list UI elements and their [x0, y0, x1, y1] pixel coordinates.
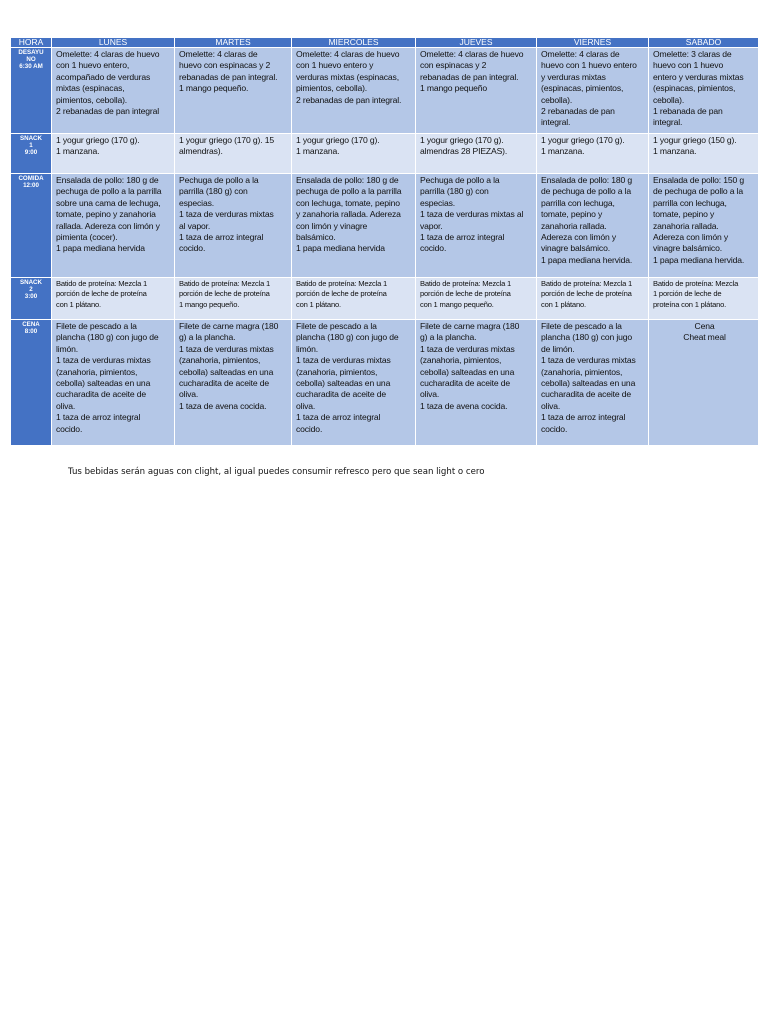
- time-label-snack-1: SNACK 1 9:00: [11, 134, 52, 174]
- header-jueves: JUEVES: [416, 38, 537, 48]
- meal-plan-sheet: [10, 37, 758, 446]
- meal-cell-snack2-miercoles: Batido de proteína: Mezcla 1 porción de leche de proteína con 1 plátano.: [292, 278, 416, 320]
- meal-cell-comida-sabado: Ensalada de pollo: 150 g de pechuga de pollo a la parrilla con lechuga, tomate, pepino y zanahoria rallada. Adereza con limón y vinagre balsámico. 1 papa mediana hervida.: [649, 174, 759, 278]
- time-label-comida: COMIDA 12:00: [11, 174, 52, 278]
- meal-cell-comida-martes: Pechuga de pollo a la parrilla (180 g) con especias. 1 taza de verduras mixtas al vapor. 1 taza de arroz integral cocido.: [175, 174, 292, 278]
- header-miercoles: MIERCOLES: [292, 38, 416, 48]
- time-label-cena: CENA 8:00: [11, 320, 52, 446]
- meal-cell-snack1-miercoles: 1 yogur griego (170 g). 1 manzana.: [292, 134, 416, 174]
- meal-cell-snack1-martes: 1 yogur griego (170 g). 15 almendras).: [175, 134, 292, 174]
- meal-cell-cena-martes: Filete de carne magra (180 g) a la plancha. 1 taza de verduras mixtas (zanahoria, pimientos, cebolla) salteadas en una cucharadita de aceite de oliva. 1 taza de avena cocida.: [175, 320, 292, 446]
- meal-cell-snack1-lunes: 1 yogur griego (170 g). 1 manzana.: [52, 134, 175, 174]
- meal-cell-desayuno-miercoles: Omelette: 4 claras de huevo con 1 huevo entero y verduras mixtas (espinacas, pimientos, cebolla). 2 rebanadas de pan integral.: [292, 48, 416, 134]
- meal-cell-desayuno-martes: Omelette: 4 claras de huevo con espinacas y 2 rebanadas de pan integral. 1 mango pequeño.: [175, 48, 292, 134]
- row-snack-2: [11, 278, 759, 320]
- time-label-desayuno: DESAYU NO 6:30 AM: [11, 48, 52, 134]
- meal-cell-desayuno-viernes: Omelette: 4 claras de huevo con 1 huevo entero y verduras mixtas (espinacas, pimientos, cebolla). 2 rebanadas de pan integral.: [537, 48, 649, 134]
- meal-cell-snack2-viernes: Batido de proteína: Mezcla 1 porción de leche de proteína con 1 plátano.: [537, 278, 649, 320]
- row-cena: [11, 320, 759, 446]
- meal-cell-cena-jueves: Filete de carne magra (180 g) a la plancha. 1 taza de verduras mixtas (zanahoria, pimientos, cebolla) salteadas en una cucharadita de aceite de oliva. 1 taza de avena cocida.: [416, 320, 537, 446]
- header-lunes: LUNES: [52, 38, 175, 48]
- meal-cell-comida-jueves: Pechuga de pollo a la parrilla (180 g) con especias. 1 taza de verduras mixtas al vapor. 1 taza de arroz integral cocido.: [416, 174, 537, 278]
- meal-cell-snack2-sabado: Batido de proteína: Mezcla 1 porción de leche de proteína con 1 plátano.: [649, 278, 759, 320]
- meal-cell-snack1-viernes: 1 yogur griego (170 g). 1 manzana.: [537, 134, 649, 174]
- row-desayuno: [11, 48, 759, 134]
- meal-cell-desayuno-jueves: Omelette: 4 claras de huevo con espinacas y 2 rebanadas de pan integral. 1 mango pequeño: [416, 48, 537, 134]
- header-martes: MARTES: [175, 38, 292, 48]
- meal-cell-cena-miercoles: Filete de pescado a la plancha (180 g) con jugo de limón. 1 taza de verduras mixtas (zanahoria, pimientos, cebolla) salteadas en una cucharadita de aceite de oliva. 1 taza de arroz integral cocido.: [292, 320, 416, 446]
- drinks-note: Tus bebidas serán aguas con clight, al igual puedes consumir refresco pero que sean light o cero: [68, 467, 485, 477]
- meal-cell-cena-lunes: Filete de pescado a la plancha (180 g) con jugo de limón. 1 taza de verduras mixtas (zanahoria, pimientos, cebolla) salteadas en una cucharadita de aceite de oliva. 1 taza de arroz integral cocido.: [52, 320, 175, 446]
- meal-cell-cena-sabado: Cena Cheat meal: [649, 320, 759, 446]
- header-sabado: SABADO: [649, 38, 759, 48]
- meal-cell-comida-miercoles: Ensalada de pollo: 180 g de pechuga de pollo a la parrilla con lechuga, tomate, pepino y zanahoria rallada. Adereza con limón y vinagre balsámico. 1 papa mediana hervida: [292, 174, 416, 278]
- row-snack-1: [11, 134, 759, 174]
- meal-cell-snack1-sabado: 1 yogur griego (150 g). 1 manzana.: [649, 134, 759, 174]
- meal-cell-snack1-jueves: 1 yogur griego (170 g). almendras 28 PIEZAS).: [416, 134, 537, 174]
- header-viernes: VIERNES: [537, 38, 649, 48]
- meal-plan-table: [10, 37, 759, 446]
- meal-cell-cena-viernes: Filete de pescado a la plancha (180 g) con jugo de limón. 1 taza de verduras mixtas (zanahoria, pimientos, cebolla) salteadas en una cucharadita de aceite de oliva. 1 taza de arroz integral cocido.: [537, 320, 649, 446]
- header-hora: HORA: [11, 38, 52, 48]
- meal-cell-snack2-martes: Batido de proteína: Mezcla 1 porción de leche de proteína 1 mango pequeño.: [175, 278, 292, 320]
- meal-cell-comida-lunes: Ensalada de pollo: 180 g de pechuga de pollo a la parrilla sobre una cama de lechuga, tomate, pepino y zanahoria rallada. Adereza con limón y pimienta (cocer). 1 papa mediana hervida: [52, 174, 175, 278]
- meal-cell-desayuno-sabado: Omelette: 3 claras de huevo con 1 huevo entero y verduras mixtas (espinacas, pimientos, cebolla). 1 rebanada de pan integral.: [649, 48, 759, 134]
- header-row: [11, 38, 759, 48]
- meal-cell-snack2-jueves: Batido de proteína: Mezcla 1 porción de leche de proteína con 1 mango pequeño.: [416, 278, 537, 320]
- row-comida: [11, 174, 759, 278]
- meal-cell-snack2-lunes: Batido de proteína: Mezcla 1 porción de leche de proteína con 1 plátano.: [52, 278, 175, 320]
- meal-cell-comida-viernes: Ensalada de pollo: 180 g de pechuga de pollo a la parrilla con lechuga, tomate, pepino y zanahoria rallada. Adereza con limón y vinagre balsámico. 1 papa mediana hervida.: [537, 174, 649, 278]
- time-label-snack-2: SNACK 2 3:00: [11, 278, 52, 320]
- meal-cell-desayuno-lunes: Omelette: 4 claras de huevo con 1 huevo entero, acompañado de verduras mixtas (espinacas, pimientos, cebolla). 2 rebanadas de pan integral: [52, 48, 175, 134]
